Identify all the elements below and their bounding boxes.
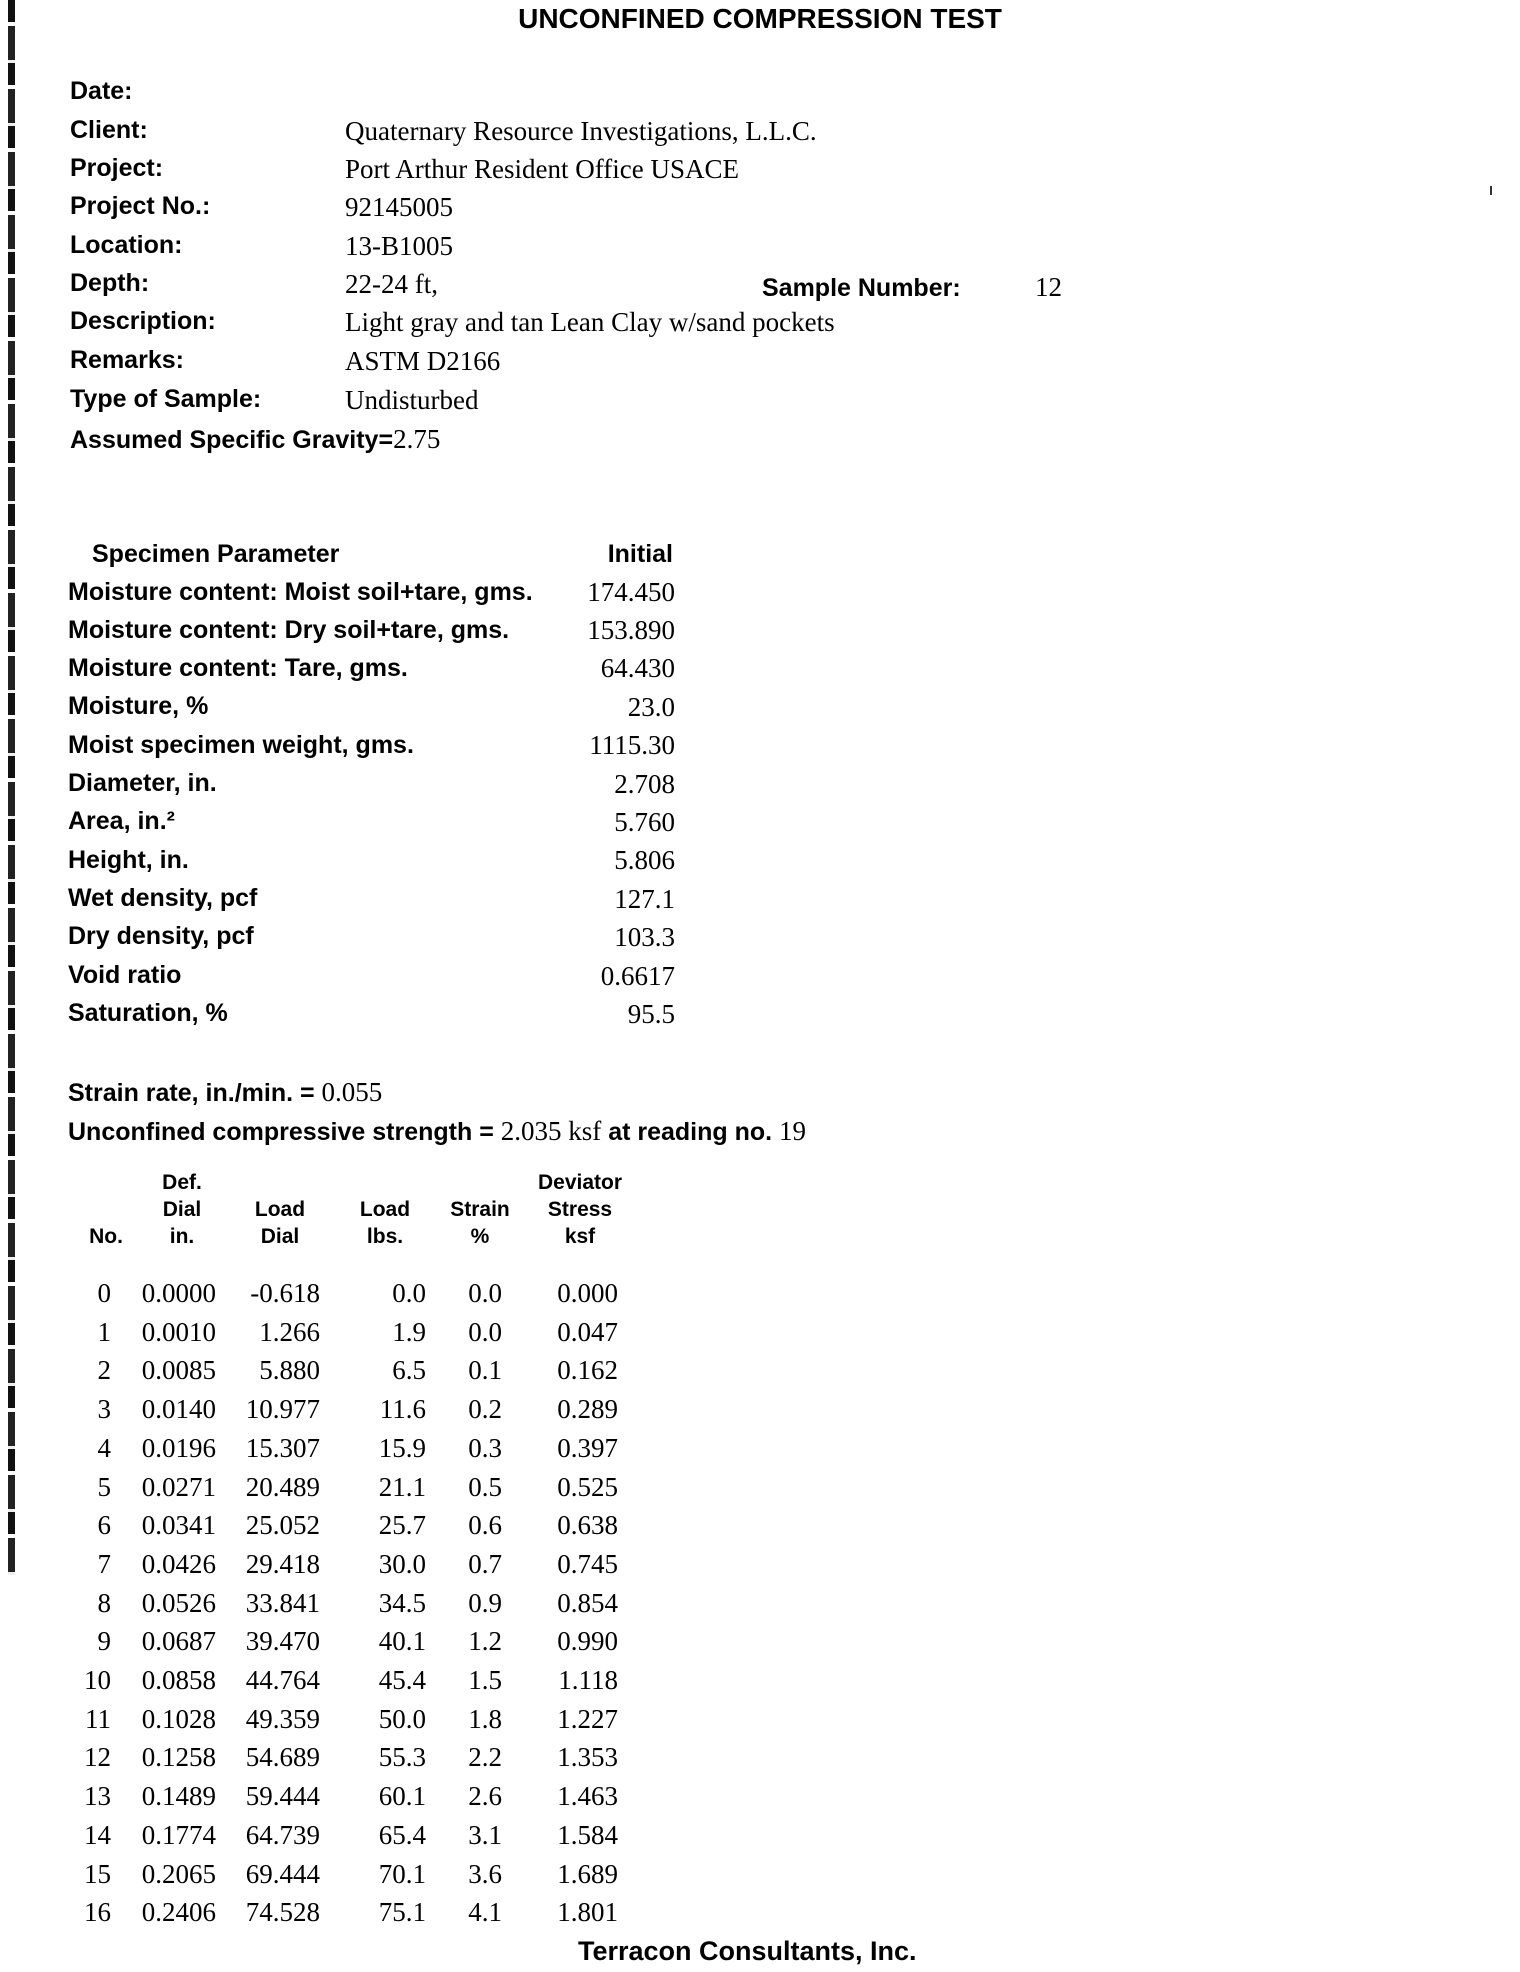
table-cell-load-dial: 25.052	[245, 1510, 320, 1540]
table-cell-no: 0	[97, 1278, 111, 1308]
table-cell-load-dial: 49.359	[245, 1704, 320, 1734]
table-cell-deviator-stress: 0.854	[557, 1588, 618, 1618]
table-cell-strain: 2.6	[468, 1781, 502, 1811]
column-header-load-lbs: Load	[359, 1198, 411, 1221]
param-value: 0.6617	[600, 961, 675, 991]
table-cell-deviator-stress: 1.353	[557, 1742, 618, 1772]
column-header-def-dial: in.	[169, 1225, 195, 1248]
table-cell-no: 2	[97, 1355, 111, 1385]
table-cell-def-dial: 0.1489	[141, 1781, 216, 1811]
table-cell-no: 10	[84, 1665, 111, 1695]
strain-rate-value: 0.055	[321, 1077, 383, 1107]
depth-value: 22-24 ft,	[345, 269, 438, 299]
table-cell-load-lbs: 1.9	[392, 1317, 426, 1347]
specific-gravity-value: 2.75	[393, 424, 441, 454]
table-cell-load-dial: 5.880	[259, 1355, 320, 1385]
param-label: Dry density, pcf	[68, 922, 254, 950]
project-value: Port Arthur Resident Office USACE	[345, 154, 739, 184]
table-cell-no: 8	[97, 1588, 111, 1618]
strain-rate-line	[68, 1077, 382, 1108]
table-cell-strain: 0.9	[468, 1588, 502, 1618]
table-cell-no: 13	[84, 1781, 111, 1811]
table-cell-strain: 0.7	[468, 1549, 502, 1579]
table-cell-no: 15	[84, 1859, 111, 1889]
param-label: Void ratio	[68, 961, 182, 989]
table-cell-load-lbs: 60.1	[378, 1781, 426, 1811]
table-cell-strain: 0.6	[468, 1510, 502, 1540]
table-cell-def-dial: 0.0526	[141, 1588, 216, 1618]
table-cell-def-dial: 0.0426	[141, 1549, 216, 1579]
table-cell-deviator-stress: 0.525	[557, 1472, 618, 1502]
param-value: 23.0	[627, 692, 675, 722]
param-value: 64.430	[600, 653, 675, 683]
table-cell-load-dial: 10.977	[245, 1394, 320, 1424]
table-cell-no: 12	[84, 1742, 111, 1772]
strength-value: 2.035 ksf	[500, 1116, 602, 1146]
table-cell-deviator-stress: 0.638	[557, 1510, 618, 1540]
table-cell-no: 14	[84, 1820, 111, 1850]
table-cell-def-dial: 0.0196	[141, 1433, 216, 1463]
table-cell-strain: 0.2	[468, 1394, 502, 1424]
table-cell-strain: 3.6	[468, 1859, 502, 1889]
table-cell-strain: 0.5	[468, 1472, 502, 1502]
table-cell-load-lbs: 30.0	[378, 1549, 426, 1579]
sample-type-label: Type of Sample:	[70, 385, 262, 413]
table-cell-strain: 0.1	[468, 1355, 502, 1385]
table-cell-load-lbs: 70.1	[378, 1859, 426, 1889]
param-value: 5.806	[614, 845, 675, 875]
table-cell-load-dial: 39.470	[245, 1626, 320, 1656]
column-header-strain: Strain	[450, 1198, 510, 1221]
table-cell-deviator-stress: 1.584	[557, 1820, 618, 1850]
table-cell-deviator-stress: 0.162	[557, 1355, 618, 1385]
sample-type-value: Undisturbed	[345, 385, 479, 415]
table-cell-strain: 0.0	[468, 1317, 502, 1347]
table-cell-strain: 2.2	[468, 1742, 502, 1772]
param-value: 153.890	[587, 615, 675, 645]
param-label: Moist specimen weight, gms.	[68, 731, 414, 759]
column-header-load-lbs: lbs.	[366, 1225, 404, 1248]
initial-header: Initial	[607, 540, 673, 568]
location-value: 13-B1005	[345, 231, 453, 261]
page-title: UNCONFINED COMPRESSION TEST	[518, 3, 1002, 34]
column-header-def-dial: Dial	[162, 1198, 202, 1221]
table-cell-deviator-stress: 0.289	[557, 1394, 618, 1424]
table-cell-load-dial: 33.841	[245, 1588, 320, 1618]
table-cell-strain: 1.8	[468, 1704, 502, 1734]
remarks-value: ASTM D2166	[345, 346, 501, 376]
table-cell-no: 7	[97, 1549, 111, 1579]
column-header-deviator-stress: Stress	[547, 1198, 613, 1221]
table-cell-def-dial: 0.0341	[141, 1510, 216, 1540]
param-value: 174.450	[587, 577, 675, 607]
param-value: 103.3	[614, 922, 675, 952]
strength-line	[68, 1116, 806, 1147]
description-label: Description:	[70, 307, 216, 335]
table-cell-def-dial: 0.0271	[141, 1472, 216, 1502]
column-header-def-dial: Def.	[162, 1171, 202, 1194]
table-cell-load-dial: 44.764	[245, 1665, 320, 1695]
table-cell-deviator-stress: 1.118	[558, 1665, 618, 1695]
table-cell-load-lbs: 6.5	[392, 1355, 426, 1385]
table-cell-no: 11	[85, 1704, 111, 1734]
param-label: Moisture content: Dry soil+tare, gms.	[68, 616, 510, 644]
table-cell-load-dial: 20.489	[245, 1472, 320, 1502]
table-cell-def-dial: 0.0687	[141, 1626, 216, 1656]
strain-rate-label: Strain rate, in./min. =	[68, 1079, 322, 1107]
client-label: Client:	[70, 116, 148, 144]
table-cell-deviator-stress: 1.801	[557, 1897, 618, 1927]
scan-speck	[1490, 186, 1492, 195]
table-cell-no: 5	[97, 1472, 111, 1502]
table-cell-deviator-stress: 0.990	[557, 1626, 618, 1656]
table-cell-load-lbs: 55.3	[378, 1742, 426, 1772]
table-cell-no: 6	[97, 1510, 111, 1540]
table-cell-def-dial: 0.0140	[141, 1394, 216, 1424]
table-cell-load-lbs: 45.4	[378, 1665, 426, 1695]
param-label: Area, in.²	[68, 807, 175, 835]
table-cell-load-dial: 64.739	[245, 1820, 320, 1850]
table-cell-deviator-stress: 0.000	[557, 1278, 618, 1308]
table-cell-strain: 1.2	[468, 1626, 502, 1656]
footer-company: Terracon Consultants, Inc.	[578, 1936, 917, 1966]
table-cell-load-dial: 59.444	[245, 1781, 320, 1811]
param-label: Diameter, in.	[68, 769, 217, 797]
table-cell-load-dial: 29.418	[245, 1549, 320, 1579]
param-label: Saturation, %	[68, 999, 228, 1027]
table-cell-deviator-stress: 1.463	[557, 1781, 618, 1811]
table-cell-strain: 1.5	[468, 1665, 502, 1695]
table-cell-load-lbs: 11.6	[379, 1394, 426, 1424]
date-label: Date:	[70, 77, 133, 105]
table-cell-strain: 0.0	[468, 1278, 502, 1308]
table-cell-def-dial: 0.1258	[141, 1742, 216, 1772]
table-cell-load-lbs: 0.0	[392, 1278, 426, 1308]
column-header-deviator-stress: ksf	[564, 1225, 596, 1248]
project-no-value: 92145005	[345, 192, 453, 222]
table-cell-def-dial: 0.1774	[141, 1820, 216, 1850]
table-cell-def-dial: 0.2065	[141, 1859, 216, 1889]
table-cell-load-dial: 74.528	[245, 1897, 320, 1927]
table-cell-load-lbs: 75.1	[378, 1897, 426, 1927]
table-cell-load-dial: 69.444	[245, 1859, 320, 1889]
param-value: 95.5	[627, 999, 675, 1029]
specific-gravity-line	[70, 424, 440, 455]
sample-number-label: Sample Number:	[762, 274, 961, 302]
table-cell-def-dial: 0.2406	[141, 1897, 216, 1927]
parameter-header: Specimen Parameter	[92, 540, 340, 568]
table-cell-def-dial: 0.0858	[141, 1665, 216, 1695]
column-header-load-dial: Load	[254, 1198, 306, 1221]
table-cell-load-lbs: 50.0	[378, 1704, 426, 1734]
table-cell-def-dial: 0.1028	[141, 1704, 216, 1734]
column-header-load-dial: Dial	[260, 1225, 300, 1248]
table-cell-deviator-stress: 0.745	[557, 1549, 618, 1579]
client-value: Quaternary Resource Investigations, L.L.C.	[345, 116, 817, 146]
param-label: Height, in.	[68, 846, 189, 874]
table-cell-no: 3	[97, 1394, 111, 1424]
table-cell-deviator-stress: 0.047	[557, 1317, 618, 1347]
table-cell-load-lbs: 40.1	[378, 1626, 426, 1656]
depth-label: Depth:	[70, 269, 150, 297]
table-cell-no: 9	[97, 1626, 111, 1656]
table-cell-def-dial: 0.0000	[141, 1278, 216, 1308]
table-cell-load-dial: 54.689	[245, 1742, 320, 1772]
table-cell-def-dial: 0.0010	[141, 1317, 216, 1347]
table-cell-def-dial: 0.0085	[141, 1355, 216, 1385]
table-cell-no: 16	[84, 1897, 111, 1927]
location-label: Location:	[70, 231, 183, 259]
description-value: Light gray and tan Lean Clay w/sand pockets	[345, 307, 835, 337]
param-value: 2.708	[614, 769, 675, 799]
column-header-no: No.	[89, 1225, 123, 1248]
project-no-label: Project No.:	[70, 192, 211, 220]
table-cell-load-lbs: 65.4	[378, 1820, 426, 1850]
table-cell-strain: 4.1	[468, 1897, 502, 1927]
table-cell-load-dial: 15.307	[245, 1433, 320, 1463]
param-value: 127.1	[614, 884, 675, 914]
column-header-strain: %	[470, 1225, 490, 1248]
table-cell-load-lbs: 34.5	[378, 1588, 426, 1618]
remarks-label: Remarks:	[70, 346, 184, 374]
param-value: 1115.30	[589, 730, 675, 760]
table-cell-load-dial: 1.266	[259, 1317, 320, 1347]
param-label: Moisture content: Moist soil+tare, gms.	[68, 578, 533, 606]
table-cell-load-lbs: 21.1	[378, 1472, 426, 1502]
project-label: Project:	[70, 154, 164, 182]
param-value: 5.760	[614, 807, 675, 837]
strength-mid-text: at reading no.	[601, 1118, 780, 1146]
specific-gravity-label: Assumed Specific Gravity=	[70, 426, 394, 454]
param-label: Wet density, pcf	[68, 884, 258, 912]
table-cell-deviator-stress: 1.227	[557, 1704, 618, 1734]
table-cell-no: 4	[97, 1433, 111, 1463]
table-cell-no: 1	[97, 1317, 111, 1347]
table-cell-strain: 3.1	[468, 1820, 502, 1850]
param-label: Moisture content: Tare, gms.	[68, 654, 408, 682]
table-cell-load-lbs: 25.7	[378, 1510, 426, 1540]
strength-reading: 19	[779, 1116, 807, 1146]
sample-number-value: 12	[1035, 272, 1062, 302]
table-cell-deviator-stress: 1.689	[557, 1859, 618, 1889]
table-cell-strain: 0.3	[468, 1433, 502, 1463]
column-header-deviator-stress: Deviator	[537, 1171, 623, 1194]
table-cell-deviator-stress: 0.397	[557, 1433, 618, 1463]
strength-label: Unconfined compressive strength =	[68, 1118, 501, 1146]
param-label: Moisture, %	[68, 692, 209, 720]
table-cell-load-dial: -0.618	[250, 1278, 320, 1308]
table-cell-load-lbs: 15.9	[378, 1433, 426, 1463]
